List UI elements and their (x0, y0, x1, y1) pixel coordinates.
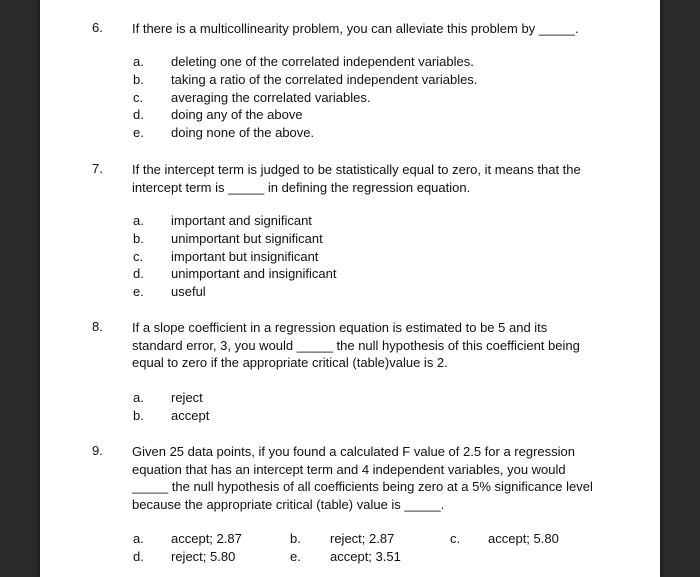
option-letter: d. (133, 549, 144, 564)
question-line: standard error, 3, you would _____ the null hypothesis of this coefficient being (132, 337, 580, 353)
option-text: averaging the correlated variables. (171, 90, 371, 105)
question-number: 7. (92, 161, 103, 176)
option-text: accept; 2.87 (171, 531, 242, 546)
question-line: If a slope coefficient in a regression equation is estimated to be 5 and its (132, 320, 548, 335)
option-text: deleting one of the correlated independent variables. (171, 54, 474, 69)
option-letter: c. (450, 531, 461, 546)
question-number: 6. (92, 20, 103, 35)
option-text: important and significant (171, 213, 312, 228)
question-text (132, 161, 612, 196)
option-text: accept; 5.80 (488, 531, 559, 546)
option-letter: d. (133, 107, 144, 122)
option-letter: b. (290, 531, 301, 546)
option-letter: a. (133, 54, 144, 69)
option-text: unimportant but significant (171, 231, 323, 246)
option-text: important but insignificant (171, 249, 319, 264)
option-text: accept (171, 408, 210, 423)
option-text: doing none of the above. (171, 125, 315, 140)
option-text: useful (171, 284, 206, 299)
question-text (132, 443, 612, 513)
question-line: equation that has an intercept term and 4 independent variables, you would (132, 461, 566, 477)
option-letter: c. (133, 90, 144, 105)
question-number: 8. (92, 319, 103, 334)
question-line: equal to zero if the appropriate critical (table)value is 2. (132, 355, 448, 370)
question-line: Given 25 data points, if you found a calculated F value of 2.5 for a regression (132, 444, 575, 459)
option-letter: a. (133, 390, 144, 405)
question-text (132, 319, 612, 372)
question-line: because the appropriate critical (table) value is _____. (132, 496, 445, 512)
option-letter: c. (133, 249, 144, 264)
option-letter: b. (133, 408, 144, 423)
option-letter: d. (133, 266, 144, 281)
question-text (132, 20, 612, 38)
document-page (40, 0, 660, 577)
option-text: taking a ratio of the correlated independent variables. (171, 72, 478, 87)
option-text: reject (171, 390, 203, 405)
question-line: intercept term is _____ in defining the regression equation. (132, 179, 471, 195)
option-letter: a. (133, 213, 144, 228)
option-text: accept; 3.51 (330, 549, 401, 564)
question-number: 9. (92, 443, 103, 458)
option-text: unimportant and insignificant (171, 266, 337, 281)
option-letter: e. (133, 284, 144, 299)
question-line: If the intercept term is judged to be statistically equal to zero, it means that the (132, 162, 581, 177)
option-letter: b. (133, 72, 144, 87)
option-text: reject; 5.80 (171, 549, 236, 564)
option-text: reject; 2.87 (330, 531, 395, 546)
option-letter: e. (290, 549, 301, 564)
option-letter: e. (133, 125, 144, 140)
option-letter: b. (133, 231, 144, 246)
question-line: _____ the null hypothesis of all coefficients being zero at a 5% significance level (132, 479, 593, 494)
question-line: If there is a multicollinearity problem, you can alleviate this problem by _____. (132, 21, 579, 36)
option-letter: a. (133, 531, 144, 546)
option-text: doing any of the above (171, 107, 303, 122)
